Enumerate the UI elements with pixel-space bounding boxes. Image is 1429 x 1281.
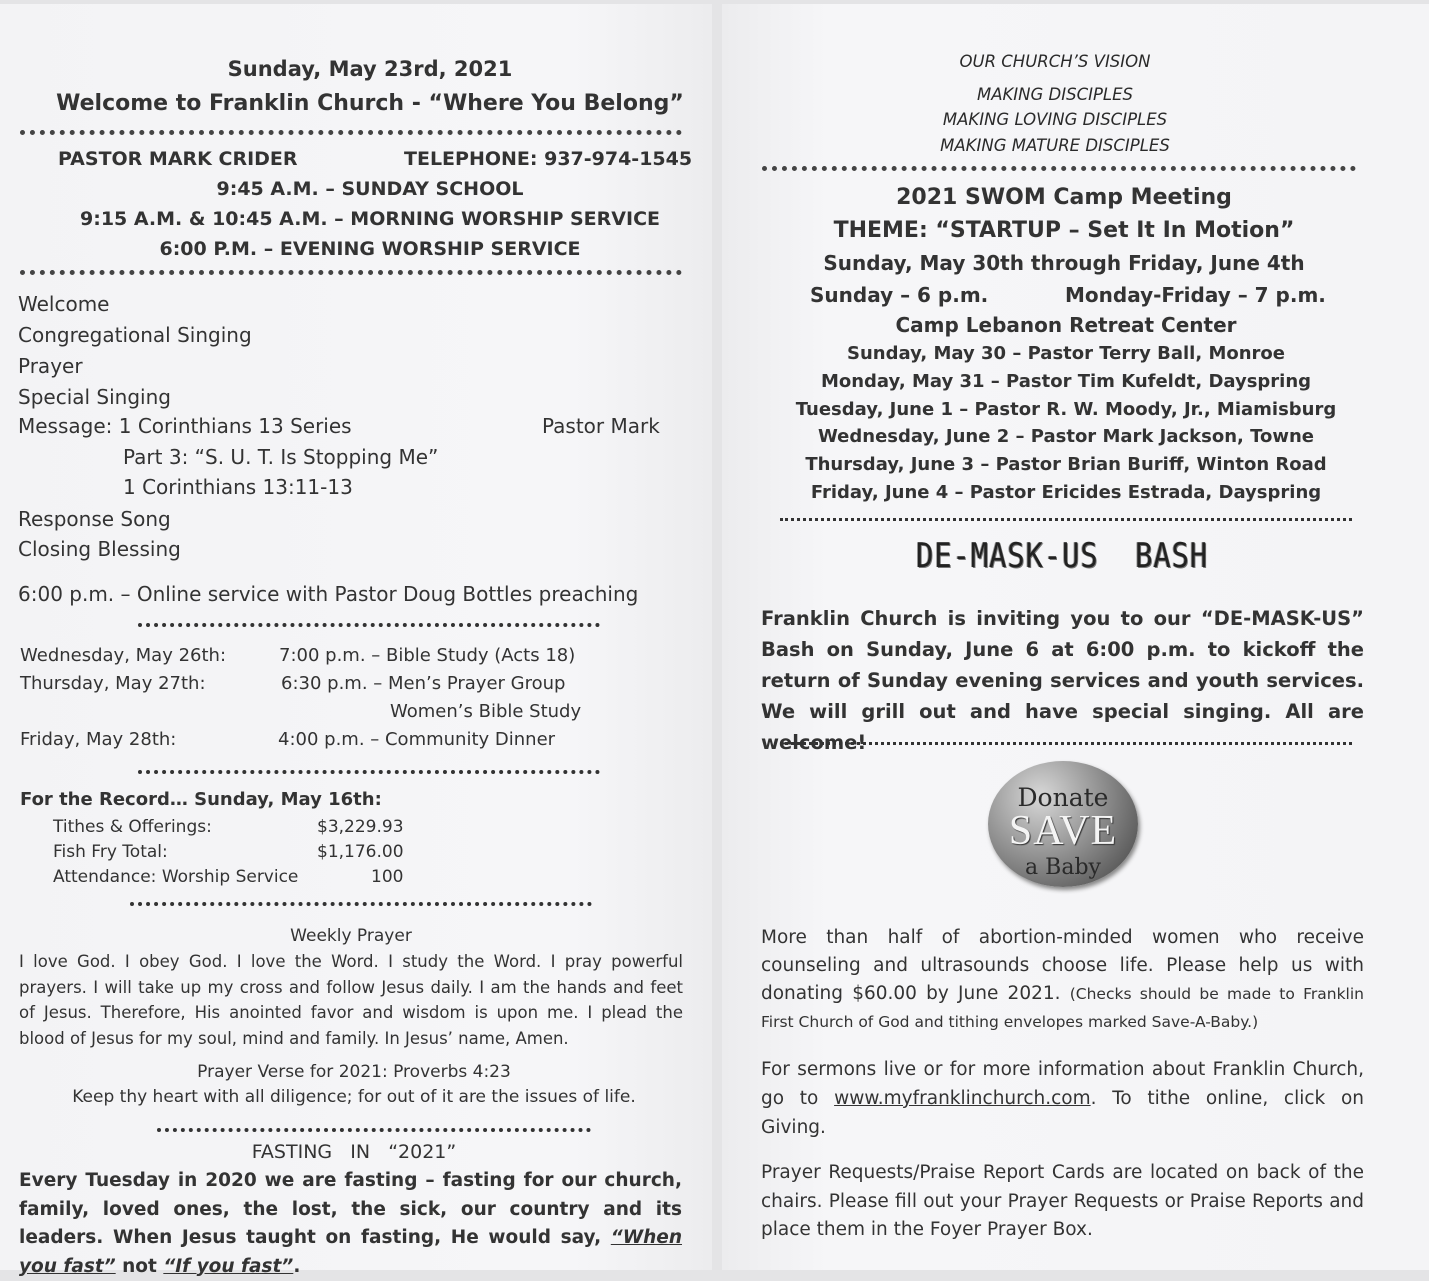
camp-weekday-time: Monday-Friday – 7 p.m. xyxy=(1065,283,1326,307)
record-value: $3,229.93 xyxy=(317,817,404,837)
dotted-divider xyxy=(157,1128,591,1132)
weekly-prayer-text: I love God. I obey God. I love the Word. I study the Word. I pray powerful prayers. I will take up my cross and follow Jesus daily. I am the hands and feet of Jesus. Therefore, His anointed favor and wisdom is upon me. I plead the blood of Jesus for my soul, mind and family. In Jesus’ name, Amen. xyxy=(19,952,683,1048)
donate-save-a-baby-logo xyxy=(988,761,1138,887)
info-pre: For sermons live or for more information about Franklin Church, go to xyxy=(761,1059,1364,1109)
info-text xyxy=(761,1055,1364,1142)
dotted-divider xyxy=(20,270,682,275)
camp-speaker: Sunday, May 30 – Pastor Terry Ball, Monroe xyxy=(847,343,1285,364)
schedule-day: Wednesday, May 26th: xyxy=(20,645,227,666)
dotted-divider xyxy=(138,770,600,774)
fasting-text xyxy=(19,1167,682,1281)
donate-note: (Checks should be made to Franklin First Church of God and tithing envelopes marked Save-A-Baby.) xyxy=(761,985,1364,1031)
camp-speaker: Tuesday, June 1 – Pastor R. W. Moody, Jr., Miamisburg xyxy=(795,399,1337,420)
message-speaker: Pastor Mark xyxy=(542,414,660,438)
info-post: . To tithe online, click on Giving. xyxy=(761,1088,1364,1138)
camp-sunday-time: Sunday – 6 p.m. xyxy=(810,283,989,307)
service-evening-worship: 6:00 P.M. – EVENING WORSHIP SERVICE xyxy=(159,238,581,260)
schedule-event: Women’s Bible Study xyxy=(390,701,582,722)
fasting-title: FASTING IN “2021” xyxy=(251,1141,457,1163)
schedule-day: Thursday, May 27th: xyxy=(20,673,206,694)
schedule-event: 6:30 p.m. – Men’s Prayer Group xyxy=(281,673,566,694)
website-link[interactable]: www.myfranklinchurch.com xyxy=(834,1088,1091,1109)
message-part: Part 3: “S. U. T. Is Stopping Me” xyxy=(123,445,439,469)
dotted-divider xyxy=(20,130,682,135)
fasting-quote-when: “When you fast” xyxy=(19,1227,682,1277)
logo-save: SAVE xyxy=(1008,808,1118,854)
record-label: Tithes & Offerings: xyxy=(53,817,212,837)
record-value: $1,176.00 xyxy=(317,842,404,862)
dotted-divider xyxy=(130,902,592,906)
record-label: Attendance: Worship Service xyxy=(53,867,299,887)
bash-text: Franklin Church is inviting you to our “DE-MASK-US” Bash on Sunday, June 6 at 6:00 p.m. to kickoff the return of Sunday evening services and youth services. We will grill out and have special singing. All are welcome! xyxy=(761,607,1364,754)
record-title: For the Record… Sunday, May 16th: xyxy=(20,789,382,810)
camp-location: Camp Lebanon Retreat Center xyxy=(895,313,1237,337)
order-item: Prayer xyxy=(18,354,83,378)
dotted-divider xyxy=(762,166,1356,171)
record-value: 100 xyxy=(371,867,404,887)
logo-donate: Donate xyxy=(1017,783,1109,812)
donate-body: More than half of abortion-minded women who receive counseling and ultrasounds choose life. Please help us with donating $60.00 by June 2021. xyxy=(761,927,1364,1004)
order-item: Special Singing xyxy=(18,385,171,409)
prayer-verse-text: Keep thy heart with all diligence; for out of it are the issues of life. xyxy=(72,1087,636,1107)
camp-dates: Sunday, May 30th through Friday, June 4th xyxy=(823,251,1305,275)
vision-title: OUR CHURCH’S VISION xyxy=(959,52,1151,71)
record-label: Fish Fry Total: xyxy=(53,842,168,862)
camp-speaker: Friday, June 4 – Pastor Ericides Estrada, Dayspring xyxy=(810,482,1322,503)
camp-title: 2021 SWOM Camp Meeting xyxy=(896,185,1232,210)
schedule-event: 7:00 p.m. – Bible Study (Acts 18) xyxy=(279,645,576,666)
order-item: Welcome xyxy=(18,292,110,316)
order-item: Closing Blessing xyxy=(18,537,181,561)
order-message: Message: 1 Corinthians 13 Series xyxy=(18,414,352,438)
pastor-name: PASTOR MARK CRIDER xyxy=(58,148,298,170)
vision-line: MAKING DISCIPLES xyxy=(976,85,1134,104)
fasting-body: Every Tuesday in 2020 we are fasting – fasting for our church, family, loved ones, the lost, the sick, our country and its leaders. When Jesus taught on fasting, He would say, xyxy=(19,1170,682,1248)
camp-speaker: Thursday, June 3 – Pastor Brian Buriff, Winton Road xyxy=(805,454,1327,475)
prayer-cards-text: Prayer Requests/Praise Report Cards are located on back of the chairs. Please fill out your Prayer Requests or Praise Reports and place them in the Foyer Prayer Box. xyxy=(761,1162,1364,1240)
vision-line: MAKING MATURE DISCIPLES xyxy=(940,136,1170,155)
order-item: Response Song xyxy=(18,507,171,531)
schedule-event: 4:00 p.m. – Community Dinner xyxy=(278,729,556,750)
church-telephone: TELEPHONE: 937-974-1545 xyxy=(404,148,693,170)
online-service: 6:00 p.m. – Online service with Pastor Doug Bottles preaching xyxy=(18,582,639,606)
bash-title: DE-MASK-US BASH xyxy=(915,536,1208,576)
camp-speaker: Monday, May 31 – Pastor Tim Kufeldt, Dayspring xyxy=(820,371,1312,392)
dotted-divider xyxy=(138,623,600,627)
fasting-end: . xyxy=(293,1255,301,1277)
bulletin-date: Sunday, May 23rd, 2021 xyxy=(227,57,513,81)
vision-line: MAKING LOVING DISCIPLES xyxy=(942,110,1168,129)
dotted-divider xyxy=(780,742,1352,745)
service-sunday-school: 9:45 A.M. – SUNDAY SCHOOL xyxy=(216,178,524,200)
service-morning-worship: 9:15 A.M. & 10:45 A.M. – MORNING WORSHIP SERVICE xyxy=(80,208,660,230)
fasting-quote-if: “If you fast” xyxy=(163,1255,294,1277)
left-page xyxy=(0,4,712,1277)
camp-speaker: Wednesday, June 2 – Pastor Mark Jackson, Towne xyxy=(817,426,1315,447)
camp-theme: THEME: “STARTUP – Set It In Motion” xyxy=(833,218,1295,243)
donate-text xyxy=(761,924,1364,1036)
fasting-not: not xyxy=(122,1255,157,1277)
message-scripture: 1 Corinthians 13:11-13 xyxy=(123,475,353,499)
welcome-heading: Welcome to Franklin Church - “Where You Belong” xyxy=(56,91,684,116)
prayer-verse-title: Prayer Verse for 2021: Proverbs 4:23 xyxy=(197,1062,511,1082)
schedule-day: Friday, May 28th: xyxy=(20,729,177,750)
right-page xyxy=(722,4,1429,1270)
dotted-divider xyxy=(780,518,1352,521)
order-item: Congregational Singing xyxy=(18,323,252,347)
weekly-prayer-title: Weekly Prayer xyxy=(290,926,412,946)
logo-baby: a Baby xyxy=(1025,855,1101,880)
